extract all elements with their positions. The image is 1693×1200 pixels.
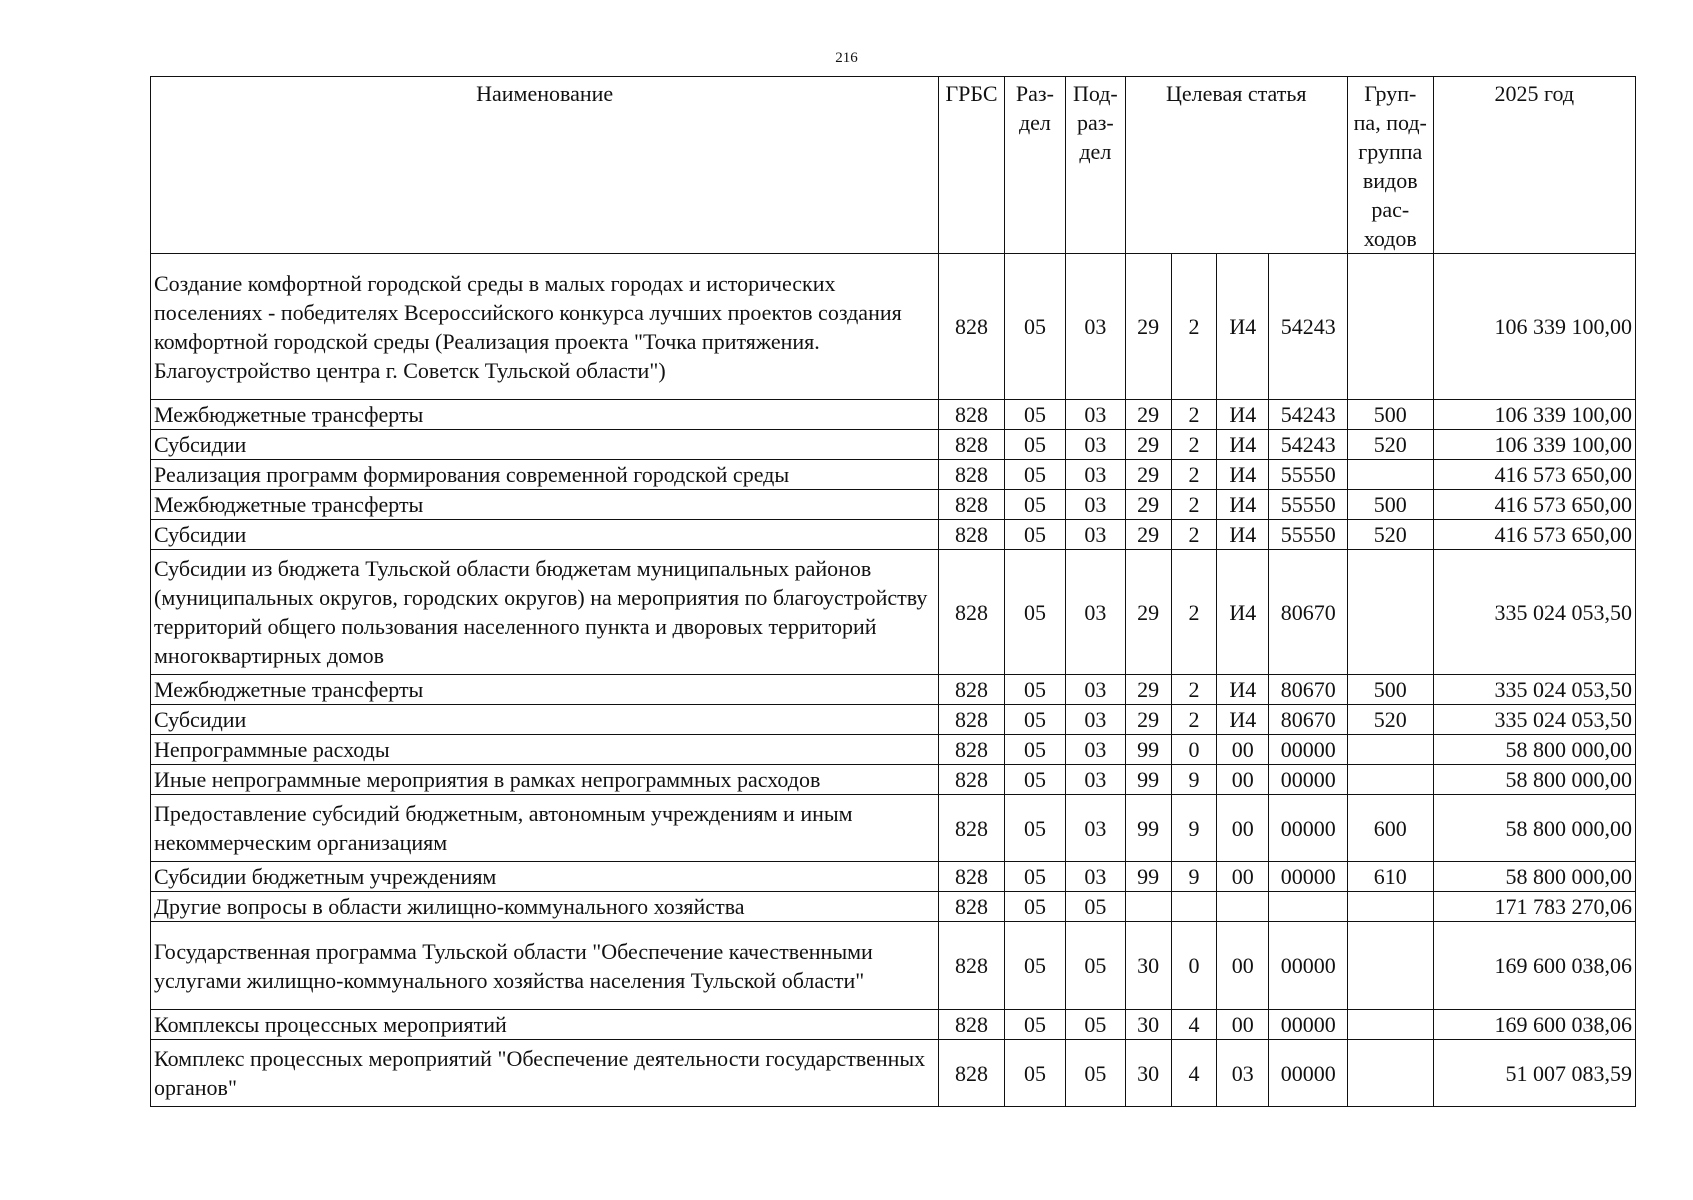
row-target-program: 29	[1125, 460, 1171, 490]
row-target-project: 00	[1217, 795, 1269, 862]
row-target-direction: 80670	[1269, 705, 1348, 735]
row-podrazdel: 03	[1066, 675, 1125, 705]
table-row	[151, 795, 1636, 862]
row-amount-2025: 58 800 000,00	[1433, 765, 1635, 795]
table-row	[151, 254, 1636, 400]
row-target-direction: 00000	[1269, 862, 1348, 892]
row-expense-group: 520	[1347, 520, 1433, 550]
table-row	[151, 735, 1636, 765]
row-expense-group: 500	[1347, 675, 1433, 705]
row-target-project: 00	[1217, 765, 1269, 795]
row-grbs: 828	[939, 922, 1004, 1010]
table-row	[151, 490, 1636, 520]
row-expense-group: 610	[1347, 862, 1433, 892]
header-target-article: Целевая статья	[1125, 77, 1347, 254]
page-number: 216	[835, 50, 858, 66]
row-name: Иные непрограммные мероприятия в рамках непрограммных расходов	[151, 765, 939, 795]
row-name: Субсидии бюджетным учреждениям	[151, 862, 939, 892]
table-header	[151, 77, 1636, 254]
row-podrazdel: 03	[1066, 550, 1125, 675]
row-razdel: 05	[1004, 795, 1065, 862]
row-target-subprogram: 2	[1171, 400, 1216, 430]
table-row	[151, 520, 1636, 550]
row-name: Субсидии из бюджета Тульской области бюджетам муниципальных районов (муниципальных округов, городских округов) на мероприятия по благоустройству территорий общего пользования населенного пункта и дворовых территорий многоквартирных домов	[151, 550, 939, 675]
row-target-subprogram: 4	[1171, 1010, 1216, 1040]
row-podrazdel: 03	[1066, 795, 1125, 862]
row-name: Комплексы процессных мероприятий	[151, 1010, 939, 1040]
row-grbs: 828	[939, 735, 1004, 765]
row-target-direction: 00000	[1269, 765, 1348, 795]
row-target-direction: 00000	[1269, 795, 1348, 862]
row-name: Межбюджетные трансферты	[151, 675, 939, 705]
row-name: Реализация программ формирования современной городской среды	[151, 460, 939, 490]
row-target-direction: 55550	[1269, 490, 1348, 520]
row-razdel: 05	[1004, 735, 1065, 765]
row-podrazdel: 03	[1066, 400, 1125, 430]
row-target-direction: 55550	[1269, 460, 1348, 490]
row-grbs: 828	[939, 400, 1004, 430]
row-grbs: 828	[939, 795, 1004, 862]
row-target-project: 00	[1217, 1010, 1269, 1040]
row-razdel: 05	[1004, 400, 1065, 430]
row-name: Другие вопросы в области жилищно-коммунального хозяйства	[151, 892, 939, 922]
row-razdel: 05	[1004, 254, 1065, 400]
row-target-direction: 55550	[1269, 520, 1348, 550]
row-target-subprogram: 2	[1171, 705, 1216, 735]
row-target-project: И4	[1217, 705, 1269, 735]
row-podrazdel: 03	[1066, 254, 1125, 400]
row-podrazdel: 03	[1066, 430, 1125, 460]
row-amount-2025: 169 600 038,06	[1433, 922, 1635, 1010]
row-expense-group: 520	[1347, 430, 1433, 460]
row-grbs: 828	[939, 892, 1004, 922]
row-target-subprogram: 2	[1171, 550, 1216, 675]
row-target-direction: 00000	[1269, 735, 1348, 765]
row-podrazdel: 03	[1066, 460, 1125, 490]
row-expense-group: 520	[1347, 705, 1433, 735]
row-expense-group	[1347, 1010, 1433, 1040]
row-podrazdel: 05	[1066, 922, 1125, 1010]
row-target-project: И4	[1217, 400, 1269, 430]
row-target-program: 99	[1125, 862, 1171, 892]
row-target-subprogram: 2	[1171, 460, 1216, 490]
row-grbs: 828	[939, 705, 1004, 735]
row-amount-2025: 58 800 000,00	[1433, 735, 1635, 765]
row-podrazdel: 03	[1066, 520, 1125, 550]
row-grbs: 828	[939, 765, 1004, 795]
row-amount-2025: 51 007 083,59	[1433, 1040, 1635, 1107]
row-grbs: 828	[939, 675, 1004, 705]
header-expense-group: Груп- па, под- группа видов рас- ходов	[1347, 77, 1433, 254]
row-podrazdel: 03	[1066, 735, 1125, 765]
row-name: Создание комфортной городской среды в малых городах и исторических поселениях - победителях Всероссийского конкурса лучших проектов создания комфортной городской среды (Реализация проекта "Точка притяжения. Благоустройство центра г. Советск Тульской области")	[151, 254, 939, 400]
row-target-project: 00	[1217, 922, 1269, 1010]
row-razdel: 05	[1004, 550, 1065, 675]
row-grbs: 828	[939, 460, 1004, 490]
row-target-program: 99	[1125, 765, 1171, 795]
row-expense-group	[1347, 254, 1433, 400]
row-target-project: 03	[1217, 1040, 1269, 1107]
row-target-subprogram: 2	[1171, 490, 1216, 520]
table-row	[151, 550, 1636, 675]
row-name: Субсидии	[151, 520, 939, 550]
row-target-program: 29	[1125, 675, 1171, 705]
row-target-project: И4	[1217, 460, 1269, 490]
row-target-program: 29	[1125, 550, 1171, 675]
row-razdel: 05	[1004, 490, 1065, 520]
row-target-direction: 00000	[1269, 1040, 1348, 1107]
row-target-direction: 80670	[1269, 550, 1348, 675]
row-target-subprogram: 9	[1171, 795, 1216, 862]
table-row	[151, 892, 1636, 922]
row-expense-group: 500	[1347, 400, 1433, 430]
row-target-subprogram: 2	[1171, 254, 1216, 400]
row-podrazdel: 03	[1066, 705, 1125, 735]
row-name: Межбюджетные трансферты	[151, 490, 939, 520]
table-row	[151, 675, 1636, 705]
row-target-project	[1217, 892, 1269, 922]
row-target-program: 99	[1125, 735, 1171, 765]
row-target-project: И4	[1217, 430, 1269, 460]
table-row	[151, 922, 1636, 1010]
row-target-subprogram: 2	[1171, 675, 1216, 705]
row-amount-2025: 106 339 100,00	[1433, 430, 1635, 460]
row-target-direction: 00000	[1269, 1010, 1348, 1040]
row-name: Предоставление субсидий бюджетным, автономным учреждениям и иным некоммерческим организациям	[151, 795, 939, 862]
row-target-subprogram: 0	[1171, 735, 1216, 765]
table-row	[151, 765, 1636, 795]
row-razdel: 05	[1004, 705, 1065, 735]
row-target-direction: 00000	[1269, 922, 1348, 1010]
row-name: Непрограммные расходы	[151, 735, 939, 765]
row-expense-group	[1347, 550, 1433, 675]
row-target-subprogram: 4	[1171, 1040, 1216, 1107]
row-podrazdel: 03	[1066, 490, 1125, 520]
row-amount-2025: 416 573 650,00	[1433, 520, 1635, 550]
row-razdel: 05	[1004, 1010, 1065, 1040]
row-razdel: 05	[1004, 892, 1065, 922]
row-target-subprogram: 9	[1171, 765, 1216, 795]
row-amount-2025: 335 024 053,50	[1433, 675, 1635, 705]
row-target-project: И4	[1217, 675, 1269, 705]
row-target-direction: 54243	[1269, 254, 1348, 400]
row-target-program	[1125, 892, 1171, 922]
row-grbs: 828	[939, 862, 1004, 892]
row-target-subprogram: 0	[1171, 922, 1216, 1010]
row-amount-2025: 58 800 000,00	[1433, 862, 1635, 892]
row-amount-2025: 169 600 038,06	[1433, 1010, 1635, 1040]
table-row	[151, 430, 1636, 460]
row-amount-2025: 106 339 100,00	[1433, 400, 1635, 430]
row-target-program: 30	[1125, 1010, 1171, 1040]
row-amount-2025: 171 783 270,06	[1433, 892, 1635, 922]
row-expense-group	[1347, 765, 1433, 795]
row-grbs: 828	[939, 1040, 1004, 1107]
row-grbs: 828	[939, 520, 1004, 550]
row-target-subprogram: 2	[1171, 430, 1216, 460]
row-razdel: 05	[1004, 460, 1065, 490]
row-razdel: 05	[1004, 862, 1065, 892]
row-target-project: 00	[1217, 735, 1269, 765]
row-razdel: 05	[1004, 922, 1065, 1010]
row-amount-2025: 58 800 000,00	[1433, 795, 1635, 862]
row-name: Субсидии	[151, 705, 939, 735]
row-name: Субсидии	[151, 430, 939, 460]
table-row	[151, 862, 1636, 892]
row-expense-group	[1347, 735, 1433, 765]
table-body	[151, 254, 1636, 1107]
row-amount-2025: 106 339 100,00	[1433, 254, 1635, 400]
row-razdel: 05	[1004, 520, 1065, 550]
row-target-program: 29	[1125, 254, 1171, 400]
row-target-direction	[1269, 892, 1348, 922]
row-target-program: 30	[1125, 1040, 1171, 1107]
row-grbs: 828	[939, 254, 1004, 400]
row-expense-group	[1347, 460, 1433, 490]
row-target-program: 29	[1125, 490, 1171, 520]
row-amount-2025: 416 573 650,00	[1433, 460, 1635, 490]
table-row	[151, 400, 1636, 430]
row-expense-group	[1347, 922, 1433, 1010]
row-podrazdel: 05	[1066, 1040, 1125, 1107]
row-target-project: И4	[1217, 490, 1269, 520]
header-year-2025: 2025 год	[1433, 77, 1635, 254]
row-target-project: И4	[1217, 254, 1269, 400]
row-podrazdel: 03	[1066, 765, 1125, 795]
row-name: Комплекс процессных мероприятий "Обеспечение деятельности государственных органов"	[151, 1040, 939, 1107]
row-name: Межбюджетные трансферты	[151, 400, 939, 430]
row-target-subprogram: 9	[1171, 862, 1216, 892]
table-row	[151, 460, 1636, 490]
row-razdel: 05	[1004, 765, 1065, 795]
table-row	[151, 1040, 1636, 1107]
row-razdel: 05	[1004, 430, 1065, 460]
row-target-program: 30	[1125, 922, 1171, 1010]
row-grbs: 828	[939, 430, 1004, 460]
row-target-subprogram	[1171, 892, 1216, 922]
row-target-program: 29	[1125, 520, 1171, 550]
row-target-program: 29	[1125, 400, 1171, 430]
row-grbs: 828	[939, 550, 1004, 675]
row-target-project: 00	[1217, 862, 1269, 892]
row-grbs: 828	[939, 490, 1004, 520]
row-expense-group	[1347, 1040, 1433, 1107]
row-target-program: 99	[1125, 795, 1171, 862]
row-amount-2025: 416 573 650,00	[1433, 490, 1635, 520]
row-razdel: 05	[1004, 675, 1065, 705]
row-podrazdel: 05	[1066, 1010, 1125, 1040]
row-target-project: И4	[1217, 550, 1269, 675]
row-podrazdel: 05	[1066, 892, 1125, 922]
row-podrazdel: 03	[1066, 862, 1125, 892]
budget-table	[150, 76, 1636, 1107]
header-grbs: ГРБС	[939, 77, 1004, 254]
row-name: Государственная программа Тульской области "Обеспечение качественными услугами жилищно-коммунального хозяйства населения Тульской области"	[151, 922, 939, 1010]
row-target-direction: 80670	[1269, 675, 1348, 705]
row-amount-2025: 335 024 053,50	[1433, 705, 1635, 735]
header-razdel: Раз- дел	[1004, 77, 1065, 254]
row-target-program: 29	[1125, 705, 1171, 735]
row-expense-group: 500	[1347, 490, 1433, 520]
row-target-project: И4	[1217, 520, 1269, 550]
row-razdel: 05	[1004, 1040, 1065, 1107]
header-podrazdel: Под- раз- дел	[1066, 77, 1125, 254]
row-expense-group	[1347, 892, 1433, 922]
header-name: Наименование	[151, 77, 939, 254]
table-row	[151, 705, 1636, 735]
row-target-subprogram: 2	[1171, 520, 1216, 550]
row-target-program: 29	[1125, 430, 1171, 460]
row-target-direction: 54243	[1269, 430, 1348, 460]
row-grbs: 828	[939, 1010, 1004, 1040]
row-target-direction: 54243	[1269, 400, 1348, 430]
row-expense-group: 600	[1347, 795, 1433, 862]
table-row	[151, 1010, 1636, 1040]
row-amount-2025: 335 024 053,50	[1433, 550, 1635, 675]
